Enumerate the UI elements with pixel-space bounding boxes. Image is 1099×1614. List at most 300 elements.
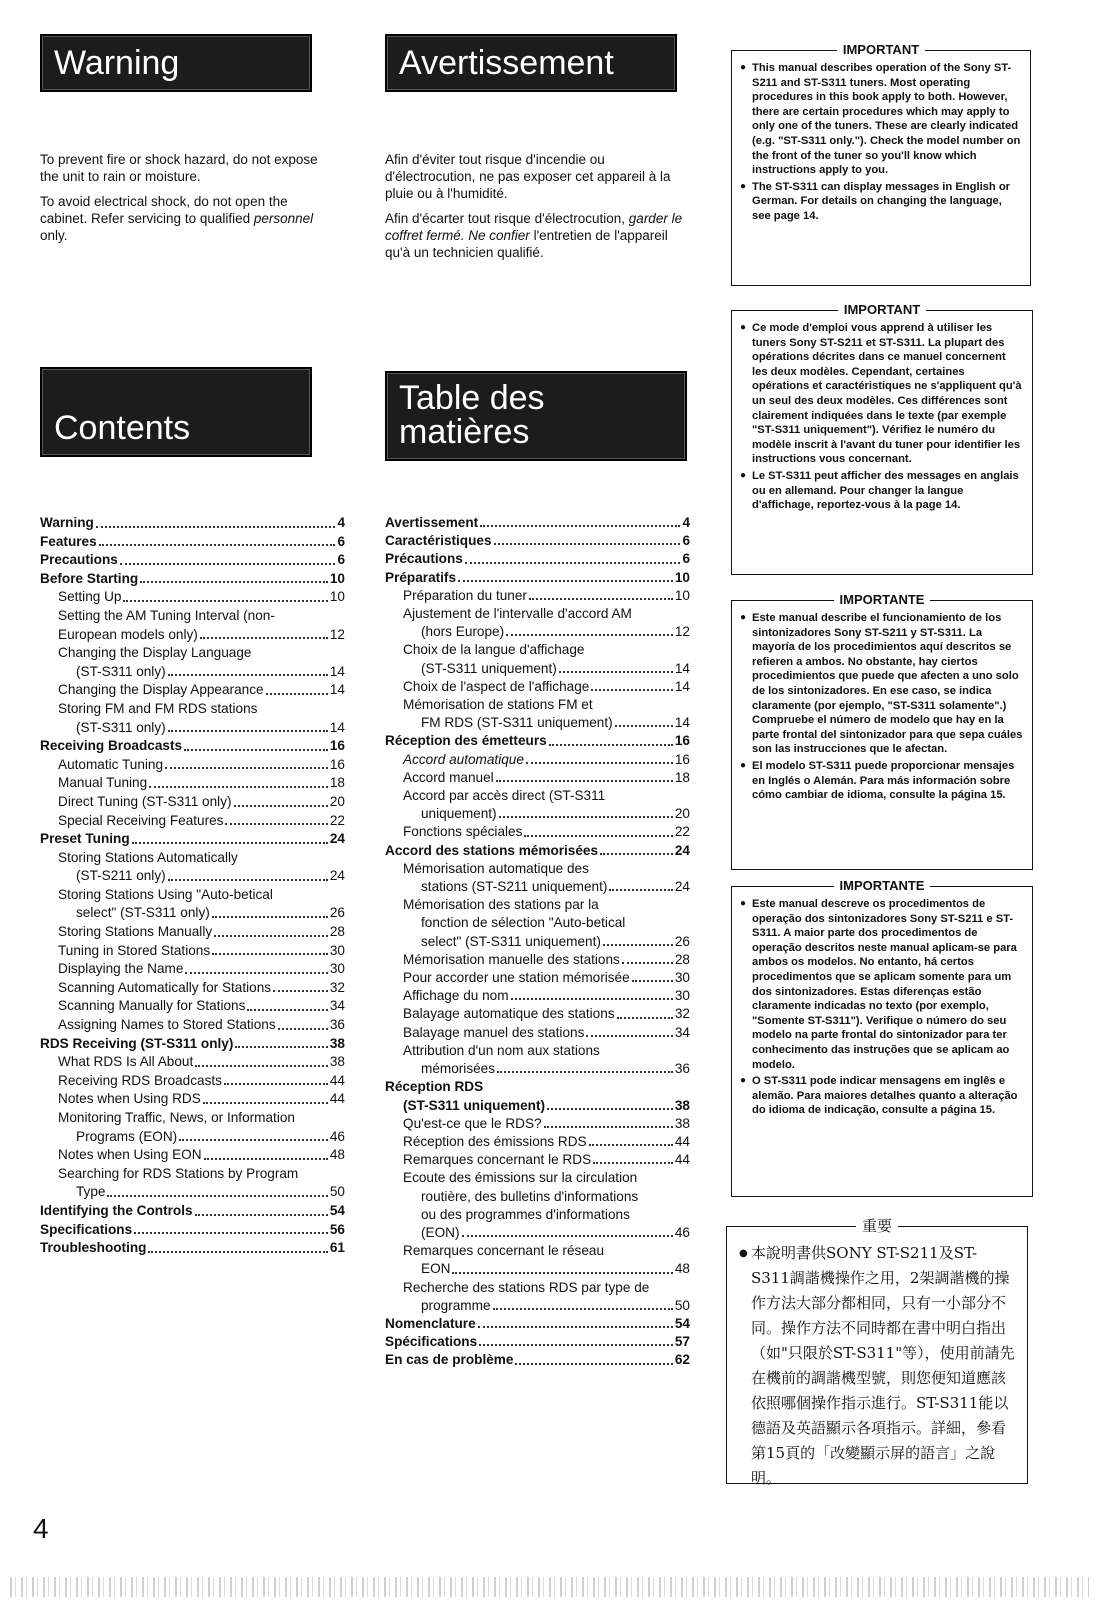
contents-entry-leader [200, 626, 328, 640]
contents-entry-page: 16 [329, 756, 345, 772]
table-des-matieres-entry-title: Accord des stations mémorisées [385, 842, 599, 858]
contents-entry [40, 533, 345, 552]
contents-entry [40, 1183, 345, 1202]
table-des-matieres-entry-title: programme [421, 1297, 491, 1313]
table-des-matieres-entry [385, 1260, 690, 1278]
contents-entry-page: 10 [329, 570, 345, 586]
table-des-matieres-entry-title: Réception RDS [385, 1079, 484, 1095]
contents-entry-title: Troubleshooting [40, 1240, 147, 1256]
table-des-matieres-entry-title: Accord automatique [403, 751, 524, 767]
contents-list [40, 514, 345, 1258]
table-des-matieres-entry [385, 1188, 690, 1206]
table-des-matieres-entry [385, 1042, 690, 1060]
contents-entry-leader [185, 960, 327, 974]
table-des-matieres-entry [385, 714, 690, 732]
table-des-matieres-entry [385, 769, 690, 787]
table-des-matieres-entry-leader [559, 660, 673, 673]
table-des-matieres-entry-title: Remarques concernant le RDS [403, 1152, 592, 1168]
table-des-matieres-entry-title: Nomenclature [385, 1315, 476, 1331]
table-des-matieres-entry [385, 1206, 690, 1224]
table-des-matieres-entry-page: 6 [682, 533, 690, 549]
contents-entry [40, 997, 345, 1016]
contents-entry-title: Warning [40, 515, 94, 530]
contents-entry-title: Specifications [40, 1221, 133, 1237]
table-des-matieres-entry [385, 987, 690, 1005]
table-des-matieres-entry-page: 14 [674, 715, 690, 731]
table-des-matieres-entry-leader [452, 1260, 672, 1273]
table-des-matieres-entry [385, 678, 690, 696]
contents-entry-title: Monitoring Traffic, News, or Information [58, 1110, 295, 1125]
table-des-matieres-header-label: Table des matières [399, 379, 545, 451]
contents-entry [40, 626, 345, 645]
contents-entry [40, 551, 345, 570]
table-des-matieres-entry-leader [465, 550, 681, 563]
table-des-matieres-entry-title: Mémorisation de stations FM et [403, 697, 593, 713]
table-des-matieres-entry-page: 4 [682, 515, 690, 530]
table-des-matieres-entry-title: Accord manuel [403, 769, 494, 785]
avertissement-paragraph-1: Afin d'éviter tout risque d'incendie ou d'électrocution, ne pas exposer cet appareil à la pluie ou à l'humidité. [385, 152, 671, 201]
importante-note-portuguese [731, 878, 1033, 1197]
contents-entry-leader [168, 719, 328, 733]
table-des-matieres-entry [385, 1224, 690, 1242]
table-des-matieres-entry-page: 10 [674, 587, 690, 603]
table-des-matieres-entry-page: 12 [674, 624, 690, 640]
important-note-french [731, 302, 1033, 575]
table-des-matieres-entry-title: Choix de la langue d'affichage [403, 642, 585, 658]
contents-entry-title: Storing Stations Automatically [58, 849, 238, 865]
contents-entry-page: 56 [329, 1221, 345, 1237]
warning-paragraph-2 [40, 193, 325, 244]
avertissement-p2-text: Afin d'écarter tout risque d'électrocution, [385, 211, 629, 226]
warning-header-label: Warning [54, 44, 180, 82]
contents-entry-page: 24 [329, 831, 345, 847]
important-note-english-item: ● The ST-S311 can display messages in English or German. For details on changing the language, see page 14. [740, 180, 1022, 224]
table-des-matieres-entry-page: 10 [674, 569, 690, 585]
contents-entry-leader [214, 923, 328, 937]
contents-entry-page: 4 [337, 515, 345, 530]
avertissement-p2-italic: garder le coffret fermé. Ne confier [385, 211, 683, 243]
avertissement-header [385, 34, 677, 92]
contents-entry-title: RDS Receiving (ST-S311 only) [40, 1035, 234, 1051]
contents-entry [40, 1146, 345, 1165]
contents-entry [40, 774, 345, 793]
contents-entry-page: 6 [337, 552, 345, 568]
table-des-matieres-entry-page: 18 [674, 769, 690, 785]
important-note-chinese-title: 重要 [727, 1218, 1027, 1234]
contents-entry-title: (ST-S211 only) [76, 868, 166, 884]
important-note-french-item: ● Ce mode d'emploi vous apprend à utiliser les tuners Sony ST-S211 et ST-S311. La plupart des opérations décrites dans ce manuel concernent les deux modèles. Cependant, certaines opérations et caractéristiques ne s'appliquent qu'à un seul des deux modèles. Ces différences sont clairement indiquées dans le texte (par exemple "ST-S311 uniquement"). Vérifiez le numéro du modèle inscrit à l'avant du tuner pour identifier les instructions vous concernant. [740, 321, 1024, 467]
table-des-matieres-entry-title: Balayage manuel des stations [403, 1024, 585, 1040]
contents-entry-page: 34 [329, 998, 345, 1014]
contents-entry [40, 1165, 345, 1184]
table-des-matieres-entry-leader [600, 842, 673, 855]
table-des-matieres-entry-page: 54 [674, 1315, 690, 1331]
table-des-matieres-entry [385, 1078, 690, 1096]
table-des-matieres-entry [385, 805, 690, 823]
contents-entry-leader [212, 942, 328, 956]
contents-entry-title: Changing the Display Appearance [58, 682, 264, 698]
table-des-matieres-entry-leader [494, 532, 681, 545]
table-des-matieres-entry [385, 1024, 690, 1042]
table-des-matieres-entry [385, 1279, 690, 1297]
table-des-matieres-entry [385, 660, 690, 678]
table-des-matieres-entry-page: 30 [674, 970, 690, 986]
table-des-matieres-entry-title: Mémorisation automatique des [403, 860, 589, 876]
contents-entry-leader [149, 774, 328, 788]
table-des-matieres-entry [385, 951, 690, 969]
avertissement-p2-end: l'entretien de l'appareil qu'à un technicien qualifié. [385, 228, 668, 260]
contents-entry-title: Changing the Display Language [58, 645, 252, 661]
table-des-matieres-entry-title: routière, des bulletins d'informations [421, 1188, 639, 1204]
table-des-matieres-entry-leader [458, 569, 673, 582]
table-des-matieres-entry-title: Réception des émetteurs [385, 733, 547, 749]
table-des-matieres-entry [385, 605, 690, 623]
table-des-matieres-entry-title: (ST-S311 uniquement) [421, 660, 557, 676]
table-des-matieres-entry [385, 623, 690, 641]
importante-note-portuguese-item: ● O ST-S311 pode indicar mensagens em inglês e alemão. Para maiores detalhes quanto a alteração do idioma de indicação, consulte a página 15. [740, 1074, 1024, 1118]
contents-entry [40, 700, 345, 719]
table-des-matieres-entry-title: En cas de problème [385, 1352, 514, 1368]
contents-entry-title: Searching for RDS Stations by Program [58, 1165, 299, 1181]
contents-entry-leader [204, 1146, 328, 1160]
table-des-matieres-entry-title: uniquement) [421, 806, 497, 822]
table-des-matieres-entry-title: Mémorisation manuelle des stations [403, 951, 620, 967]
contents-entry-title: Precautions [40, 552, 118, 568]
table-des-matieres-entry [385, 860, 690, 878]
contents-entry-title: Receiving Broadcasts [40, 738, 183, 754]
table-des-matieres-entry-title: Ajustement de l'intervalle d'accord AM [403, 606, 632, 622]
contents-entry [40, 793, 345, 812]
contents-entry-title: Setting Up [58, 589, 122, 605]
table-des-matieres-entry-title: (hors Europe) [421, 624, 505, 640]
table-des-matieres-entry-page: 28 [674, 951, 690, 967]
table-des-matieres-entry [385, 1151, 690, 1169]
table-des-matieres-entry-leader [497, 1060, 673, 1073]
contents-entry [40, 1239, 345, 1258]
table-des-matieres-entry-leader [529, 587, 673, 600]
contents-entry [40, 588, 345, 607]
contents-entry-leader [247, 997, 327, 1011]
contents-entry-title: Notes when Using RDS [58, 1091, 201, 1107]
table-des-matieres-entry-page: 38 [674, 1115, 690, 1131]
contents-entry [40, 1053, 345, 1072]
table-des-matieres-entry [385, 532, 690, 550]
contents-entry-title: European models only) [58, 626, 198, 642]
contents-entry-title: Assigning Names to Stored Stations [58, 1017, 276, 1033]
contents-entry [40, 756, 345, 775]
contents-entry-page: 16 [329, 738, 345, 754]
contents-entry-page: 14 [329, 682, 345, 698]
table-des-matieres-header [385, 371, 687, 461]
contents-entry-leader [107, 1183, 327, 1197]
contents-entry-title: Setting the AM Tuning Interval (non- [58, 607, 275, 623]
contents-entry [40, 886, 345, 905]
table-des-matieres-entry-page: 14 [674, 678, 690, 694]
table-des-matieres-entry-page: 30 [674, 988, 690, 1004]
warning-p2-italic: personnel [253, 211, 314, 226]
importante-note-spanish [731, 592, 1033, 870]
contents-entry-title: (ST-S311 only) [76, 663, 166, 679]
contents-entry-page: 22 [329, 812, 345, 828]
important-note-french-title: IMPORTANT [732, 302, 1032, 318]
table-des-matieres-entry [385, 969, 690, 987]
table-des-matieres-entry-title: Mémorisation des stations par la [403, 897, 599, 913]
table-des-matieres-entry-title: Ecoute des émissions sur la circulation [403, 1170, 638, 1186]
table-des-matieres-entry [385, 787, 690, 805]
contents-entry [40, 607, 345, 626]
table-des-matieres-entry-page: 22 [674, 824, 690, 840]
table-des-matieres-entry [385, 842, 690, 860]
contents-entry-leader [168, 867, 328, 881]
avertissement-text [385, 151, 695, 269]
important-note-english [731, 42, 1031, 286]
table-des-matieres-entry-title: mémorisées [421, 1061, 496, 1077]
contents-entry-title: (ST-S311 only) [76, 719, 166, 735]
contents-header-label: Contents [54, 409, 191, 447]
importante-note-portuguese-item: ● Este manual descreve os procedimentos de operação dos sintonizadores Sony ST-S211 e ST-S311. A maior parte dos procedimentos de operação descritos neste manual aplicam-se para ambos os modelos. No entanto, há certos procedimentos que se aplicam somente para um dos sintonizadores. Estas diferenças estão claramente indicadas no texto (por exemplo, "Somente ST-S311"). Verifique o número do seu modelo na parte frontal do sintonizador para ter conhecimento das instruções que se aplicam ao modelo. [740, 897, 1024, 1072]
table-des-matieres-entry-title: Fonctions spéciales [403, 824, 523, 840]
importante-note-portuguese-title: IMPORTANTE [732, 878, 1032, 894]
table-des-matieres-entry [385, 587, 690, 605]
contents-entry-leader [195, 1202, 328, 1216]
table-des-matieres-entry-title: Affichage du nom [403, 988, 509, 1004]
contents-entry-page: 30 [329, 961, 345, 977]
contents-entry [40, 1128, 345, 1147]
table-des-matieres-entry-title: Accord par accès direct (ST-S311 [403, 788, 606, 804]
contents-entry-leader [212, 904, 328, 918]
table-des-matieres-entry-leader [515, 1351, 672, 1364]
contents-entry-leader [234, 793, 328, 807]
contents-entry-page: 36 [329, 1017, 345, 1033]
table-des-matieres-entry-leader [496, 769, 673, 782]
table-des-matieres-entry-leader [591, 678, 673, 691]
contents-entry-leader [203, 1090, 328, 1104]
contents-entry-title: Identifying the Controls [40, 1202, 193, 1218]
importante-note-spanish-item: ● El modelo ST-S311 puede proporcionar mensajes en Inglés o Alemán. Para más información sobre cómo cambiar de idioma, consulte la página 15. [740, 759, 1024, 803]
contents-entry-title: Before Starting [40, 570, 139, 586]
table-des-matieres-entry-title: EON [421, 1261, 451, 1277]
contents-entry-leader [123, 588, 327, 602]
table-des-matieres-entry-leader [462, 1224, 673, 1237]
table-des-matieres-entry [385, 1060, 690, 1078]
table-des-matieres-entry [385, 641, 690, 659]
table-des-matieres-entry-title: Précautions [385, 551, 463, 567]
important-note-chinese-item: ● 本說明書供SONY ST-S211及ST-S311調諧機操作之用，2架調諧機的操作方法大部分都相同，只有一小部分不同。操作方法不同時都在書中明白指出（如"只限於ST-S311"等），使用前請先在機前的調諧機型號，則您便知道應該依照哪個操作指示進行。ST-S311能以德語及英語顯示各項指示。詳細，參看第15頁的「改變顯示屏的語言」之說明。 [739, 1241, 1015, 1491]
contents-entry-page: 54 [329, 1202, 345, 1218]
contents-entry-leader [96, 514, 336, 528]
contents-entry-page: 46 [329, 1128, 345, 1144]
table-des-matieres-entry-page: 46 [674, 1224, 690, 1240]
contents-entry-title: Storing Stations Using "Auto-betical [58, 886, 273, 902]
contents-entry-title: Features [40, 533, 97, 549]
contents-entry [40, 514, 345, 533]
contents-entry-page: 38 [329, 1035, 345, 1051]
table-des-matieres-entry-title: (ST-S311 uniquement) [403, 1097, 546, 1113]
avertissement-header-label: Avertissement [399, 44, 614, 82]
table-des-matieres-entry-title: Balayage automatique des stations [403, 1006, 615, 1022]
table-des-matieres-entry-page: 20 [674, 806, 690, 822]
table-des-matieres-entry-title: Caractéristiques [385, 533, 492, 549]
table-des-matieres-entry [385, 550, 690, 568]
contents-entry-page: 61 [329, 1240, 345, 1256]
contents-entry-title: Receiving RDS Broadcasts [58, 1072, 222, 1088]
contents-entry-title: Direct Tuning (ST-S311 only) [58, 793, 232, 809]
table-des-matieres-entry-page: 57 [674, 1334, 690, 1350]
contents-entry [40, 867, 345, 886]
important-note-french-item: ● Le ST-S311 peut afficher des messages en anglais ou en allemand. Pour changer la langue d'affichage, reportez-vous à la page 14. [740, 469, 1024, 513]
table-des-matieres-entry-title: Recherche des stations RDS par type de [403, 1279, 650, 1295]
contents-entry-title: Storing FM and FM RDS stations [58, 700, 258, 716]
contents-entry [40, 681, 345, 700]
table-des-matieres-list [385, 514, 690, 1370]
contents-entry-title: Displaying the Name [58, 961, 184, 977]
table-des-matieres-entry-leader [549, 732, 673, 745]
contents-entry-page: 12 [329, 626, 345, 642]
table-des-matieres-entry [385, 1005, 690, 1023]
table-des-matieres-entry-title: FM RDS (ST-S311 uniquement) [421, 715, 613, 731]
table-des-matieres-entry-page: 36 [674, 1061, 690, 1077]
contents-entry [40, 1072, 345, 1091]
table-des-matieres-entry-page: 50 [674, 1297, 690, 1313]
table-des-matieres-entry-leader [609, 878, 672, 891]
contents-entry-title: Type [76, 1184, 106, 1200]
contents-entry-title: Tuning in Stored Stations [58, 942, 211, 958]
contents-entry-title: What RDS Is All About [58, 1054, 194, 1070]
table-des-matieres-entry-page: 32 [674, 1006, 690, 1022]
table-des-matieres-entry-page: 24 [674, 842, 690, 858]
contents-entry-title: Special Receiving Features [58, 812, 224, 828]
contents-entry-page: 38 [329, 1054, 345, 1070]
table-des-matieres-entry-title: Avertissement [385, 515, 479, 530]
table-des-matieres-entry [385, 896, 690, 914]
table-des-matieres-entry-page: 44 [674, 1152, 690, 1168]
warning-paragraph-1: To prevent fire or shock hazard, do not expose the unit to rain or moisture. [40, 152, 318, 184]
table-des-matieres-entry [385, 514, 690, 532]
table-des-matieres-entry-leader [493, 1297, 673, 1310]
contents-entry [40, 830, 345, 849]
table-des-matieres-entry-leader [479, 1333, 673, 1346]
contents-entry-page: 44 [329, 1072, 345, 1088]
contents-entry-page: 30 [329, 942, 345, 958]
table-des-matieres-entry [385, 914, 690, 932]
contents-entry [40, 663, 345, 682]
contents-entry-page: 14 [329, 663, 345, 679]
table-des-matieres-entry-title: Qu'est-ce que le RDS? [403, 1115, 542, 1131]
contents-entry-page: 50 [329, 1184, 345, 1200]
contents-entry [40, 719, 345, 738]
contents-entry-leader [184, 737, 328, 751]
table-des-matieres-entry [385, 878, 690, 896]
table-des-matieres-entry-title: fonction de sélection "Auto-betical [421, 915, 626, 931]
table-des-matieres-entry-leader [615, 714, 673, 727]
table-des-matieres-entry-title: (EON) [421, 1224, 460, 1240]
contents-entry [40, 942, 345, 961]
warning-text [40, 151, 325, 252]
contents-entry-page: 10 [329, 589, 345, 605]
table-des-matieres-entry-page: 48 [674, 1261, 690, 1277]
contents-entry-page: 28 [329, 924, 345, 940]
contents-entry-leader [132, 830, 328, 844]
contents-entry [40, 1221, 345, 1240]
table-des-matieres-entry [385, 1169, 690, 1187]
table-des-matieres-entry-leader [480, 514, 680, 527]
table-des-matieres-entry [385, 1315, 690, 1333]
contents-entry [40, 1016, 345, 1035]
importante-note-spanish-item: ● Este manual describe el funcionamiento de los sintonizadores Sony ST-S211 y ST-S311. La mayoría de los procedimientos aquí descritos se refieren a ambos. No obstante, hay ciertos procedimientos que puede que afecten a uno solo de los sintonizadores. En ese caso, se indica claramente (por ejemplo, "ST-S311 solamente".) Compruebe el número de modelo que hay en la parte frontal del sintonizador para que sepa cuáles son las instrucciones que le afectan. [740, 611, 1024, 757]
table-des-matieres-entry-title: Préparation du tuner [403, 587, 527, 603]
table-des-matieres-entry-leader [547, 1097, 673, 1110]
table-des-matieres-entry [385, 732, 690, 750]
table-des-matieres-entry [385, 1333, 690, 1351]
table-des-matieres-entry [385, 1115, 690, 1133]
table-des-matieres-entry-leader [506, 623, 673, 636]
contents-entry [40, 979, 345, 998]
contents-entry [40, 644, 345, 663]
scan-noise-strip [10, 1577, 1089, 1597]
contents-entry [40, 1202, 345, 1221]
table-des-matieres-entry-title: Pour accorder une station mémorisée [403, 970, 630, 986]
contents-entry-page: 20 [329, 793, 345, 809]
contents-entry-page: 24 [329, 868, 345, 884]
table-des-matieres-entry-title: Attribution d'un nom aux stations [403, 1042, 600, 1058]
contents-entry-title: Programs (EON) [76, 1128, 178, 1144]
table-des-matieres-entry-page: 26 [674, 933, 690, 949]
table-des-matieres-entry-page: 62 [674, 1352, 690, 1368]
contents-entry-leader [134, 1221, 328, 1235]
table-des-matieres-entry-page: 16 [674, 751, 690, 767]
page-number: 4 [33, 1513, 49, 1544]
contents-entry-title: Notes when Using EON [58, 1147, 202, 1163]
contents-entry-page: 48 [329, 1147, 345, 1163]
table-des-matieres-entry [385, 823, 690, 841]
table-des-matieres-entry-leader [478, 1315, 673, 1328]
contents-entry-leader [224, 1072, 328, 1086]
table-des-matieres-entry-leader [632, 969, 673, 982]
table-des-matieres-entry-title: stations (ST-S211 uniquement) [421, 879, 608, 895]
contents-entry-leader [168, 663, 328, 677]
table-des-matieres-entry-title: Préparatifs [385, 569, 457, 585]
avertissement-paragraph-2 [385, 210, 695, 261]
table-des-matieres-entry-page: 6 [682, 551, 690, 567]
importante-note-spanish-title: IMPORTANTE [732, 592, 1032, 608]
table-des-matieres-entry-page: 38 [674, 1097, 690, 1113]
important-note-english-title: IMPORTANT [732, 42, 1030, 58]
table-des-matieres-entry-leader [622, 951, 673, 964]
table-des-matieres-entry-leader [524, 823, 672, 836]
table-des-matieres-entry [385, 1097, 690, 1115]
warning-p2-text: To avoid electrical shock, do not open the cabinet. Refer servicing to qualified [40, 194, 288, 226]
table-des-matieres-entry-leader [603, 933, 673, 946]
contents-entry-leader [99, 533, 336, 547]
table-des-matieres-entry-leader [544, 1115, 673, 1128]
table-des-matieres-entry-title: Remarques concernant le réseau [403, 1243, 604, 1259]
table-des-matieres-entry-title: Réception des émissions RDS [403, 1133, 587, 1149]
contents-header [40, 367, 312, 457]
contents-entry-leader [179, 1128, 328, 1142]
contents-entry-title: Scanning Manually for Stations [58, 998, 246, 1014]
contents-entry-title: select" (ST-S311 only) [76, 905, 210, 921]
table-des-matieres-entry [385, 751, 690, 769]
contents-entry-leader [148, 1239, 327, 1253]
warning-header [40, 34, 312, 92]
table-des-matieres-entry-title: select" (ST-S311 uniquement) [421, 933, 601, 949]
contents-entry [40, 1109, 345, 1128]
table-des-matieres-entry [385, 1351, 690, 1369]
contents-entry-title: Preset Tuning [40, 831, 130, 847]
contents-entry-leader [140, 570, 328, 584]
contents-entry [40, 923, 345, 942]
table-des-matieres-entry-leader [593, 1151, 673, 1164]
